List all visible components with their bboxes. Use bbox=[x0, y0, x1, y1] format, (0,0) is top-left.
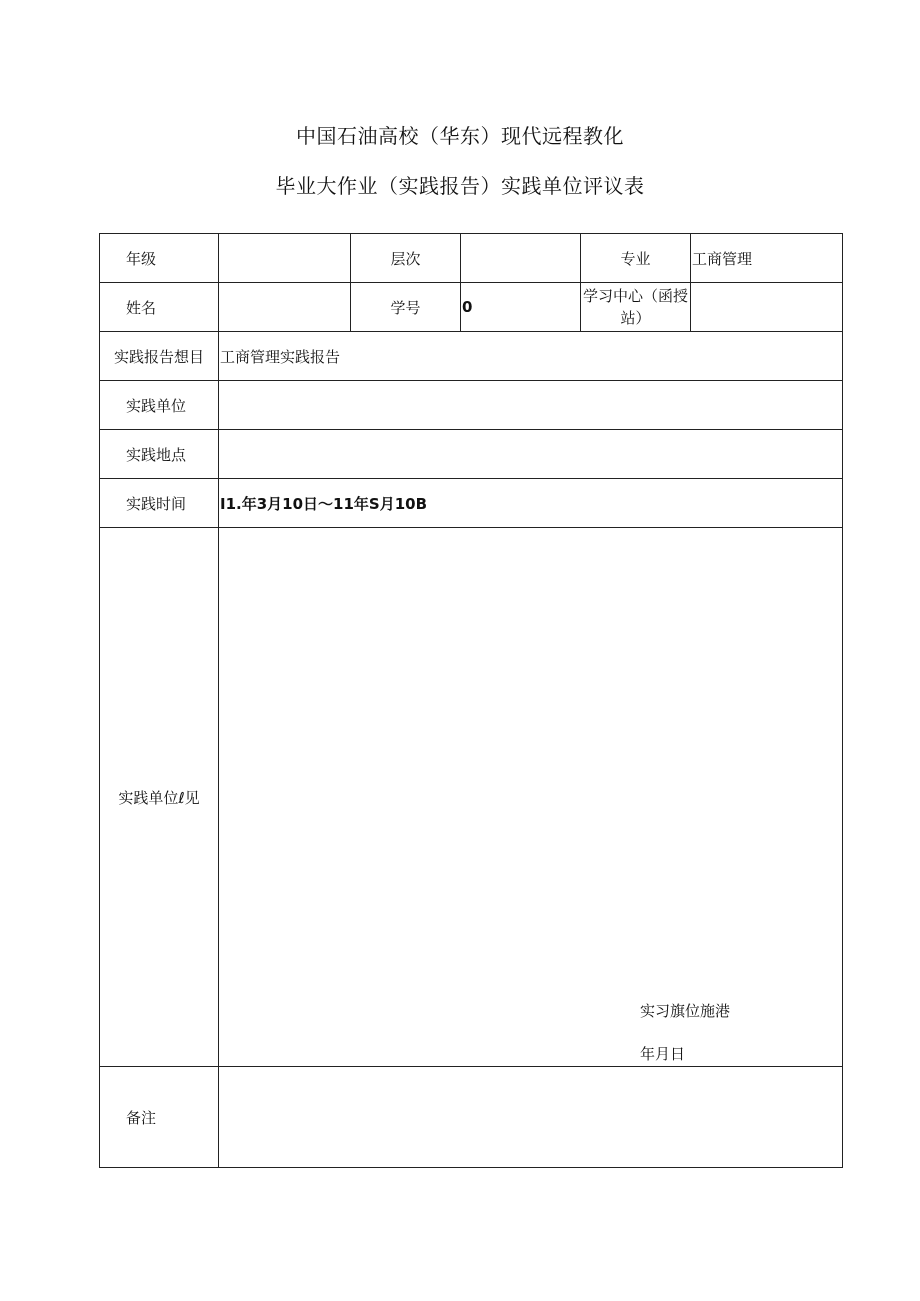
unit-opinion-field[interactable] bbox=[219, 528, 843, 1067]
practice-time-label: 实践时间 bbox=[100, 479, 219, 528]
grade-label: 年级 bbox=[100, 234, 219, 283]
study-center-value-field[interactable] bbox=[691, 283, 843, 332]
report-title-label: 实践报告想目 bbox=[100, 332, 219, 381]
opinion-date-label: 年月日 bbox=[640, 1045, 686, 1063]
row-remarks bbox=[100, 1067, 843, 1168]
student-id-value-field[interactable]: 0 bbox=[461, 283, 581, 332]
remarks-label: 备注 bbox=[100, 1067, 219, 1168]
row-practice-time bbox=[100, 479, 843, 528]
name-value-field[interactable] bbox=[219, 283, 351, 332]
practice-unit-value-field[interactable] bbox=[219, 381, 843, 430]
major-label: 专业 bbox=[581, 234, 691, 283]
student-id-label: 学号 bbox=[351, 283, 461, 332]
row-unit-opinion bbox=[100, 528, 843, 1067]
report-title-value-field[interactable]: 工商管理实践报告 bbox=[219, 332, 843, 381]
form-title-line2: 毕业大作业（实践报告）实践单位评议表 bbox=[275, 174, 645, 198]
evaluation-form-table bbox=[99, 233, 843, 1168]
study-center-label-line1: 学习中心（函授 bbox=[582, 287, 688, 305]
study-center-label bbox=[581, 283, 691, 332]
row-report-title bbox=[100, 332, 843, 381]
form-title-line1: 中国石油高校（华东）现代远程教化 bbox=[296, 124, 624, 148]
level-label: 层次 bbox=[351, 234, 461, 283]
remarks-value-field[interactable] bbox=[219, 1067, 843, 1168]
name-label: 姓名 bbox=[100, 283, 219, 332]
practice-unit-label: 实践单位 bbox=[100, 381, 219, 430]
row-name-id-center bbox=[100, 283, 843, 332]
level-value-field[interactable] bbox=[461, 234, 581, 283]
practice-location-label: 实践地点 bbox=[100, 430, 219, 479]
practice-time-value-field[interactable]: I1.年3月10日〜11年S月10B bbox=[219, 479, 843, 528]
row-practice-location bbox=[100, 430, 843, 479]
opinion-signature-label: 实习旗位施港 bbox=[640, 1002, 731, 1020]
study-center-label-line2: 站） bbox=[620, 309, 651, 327]
row-practice-unit bbox=[100, 381, 843, 430]
unit-opinion-label: 实践单位ℓ见 bbox=[100, 528, 219, 1067]
practice-location-value-field[interactable] bbox=[219, 430, 843, 479]
grade-value-field[interactable] bbox=[219, 234, 351, 283]
major-value-field[interactable]: 工商管理 bbox=[691, 234, 843, 283]
row-grade-level-major bbox=[100, 234, 843, 283]
